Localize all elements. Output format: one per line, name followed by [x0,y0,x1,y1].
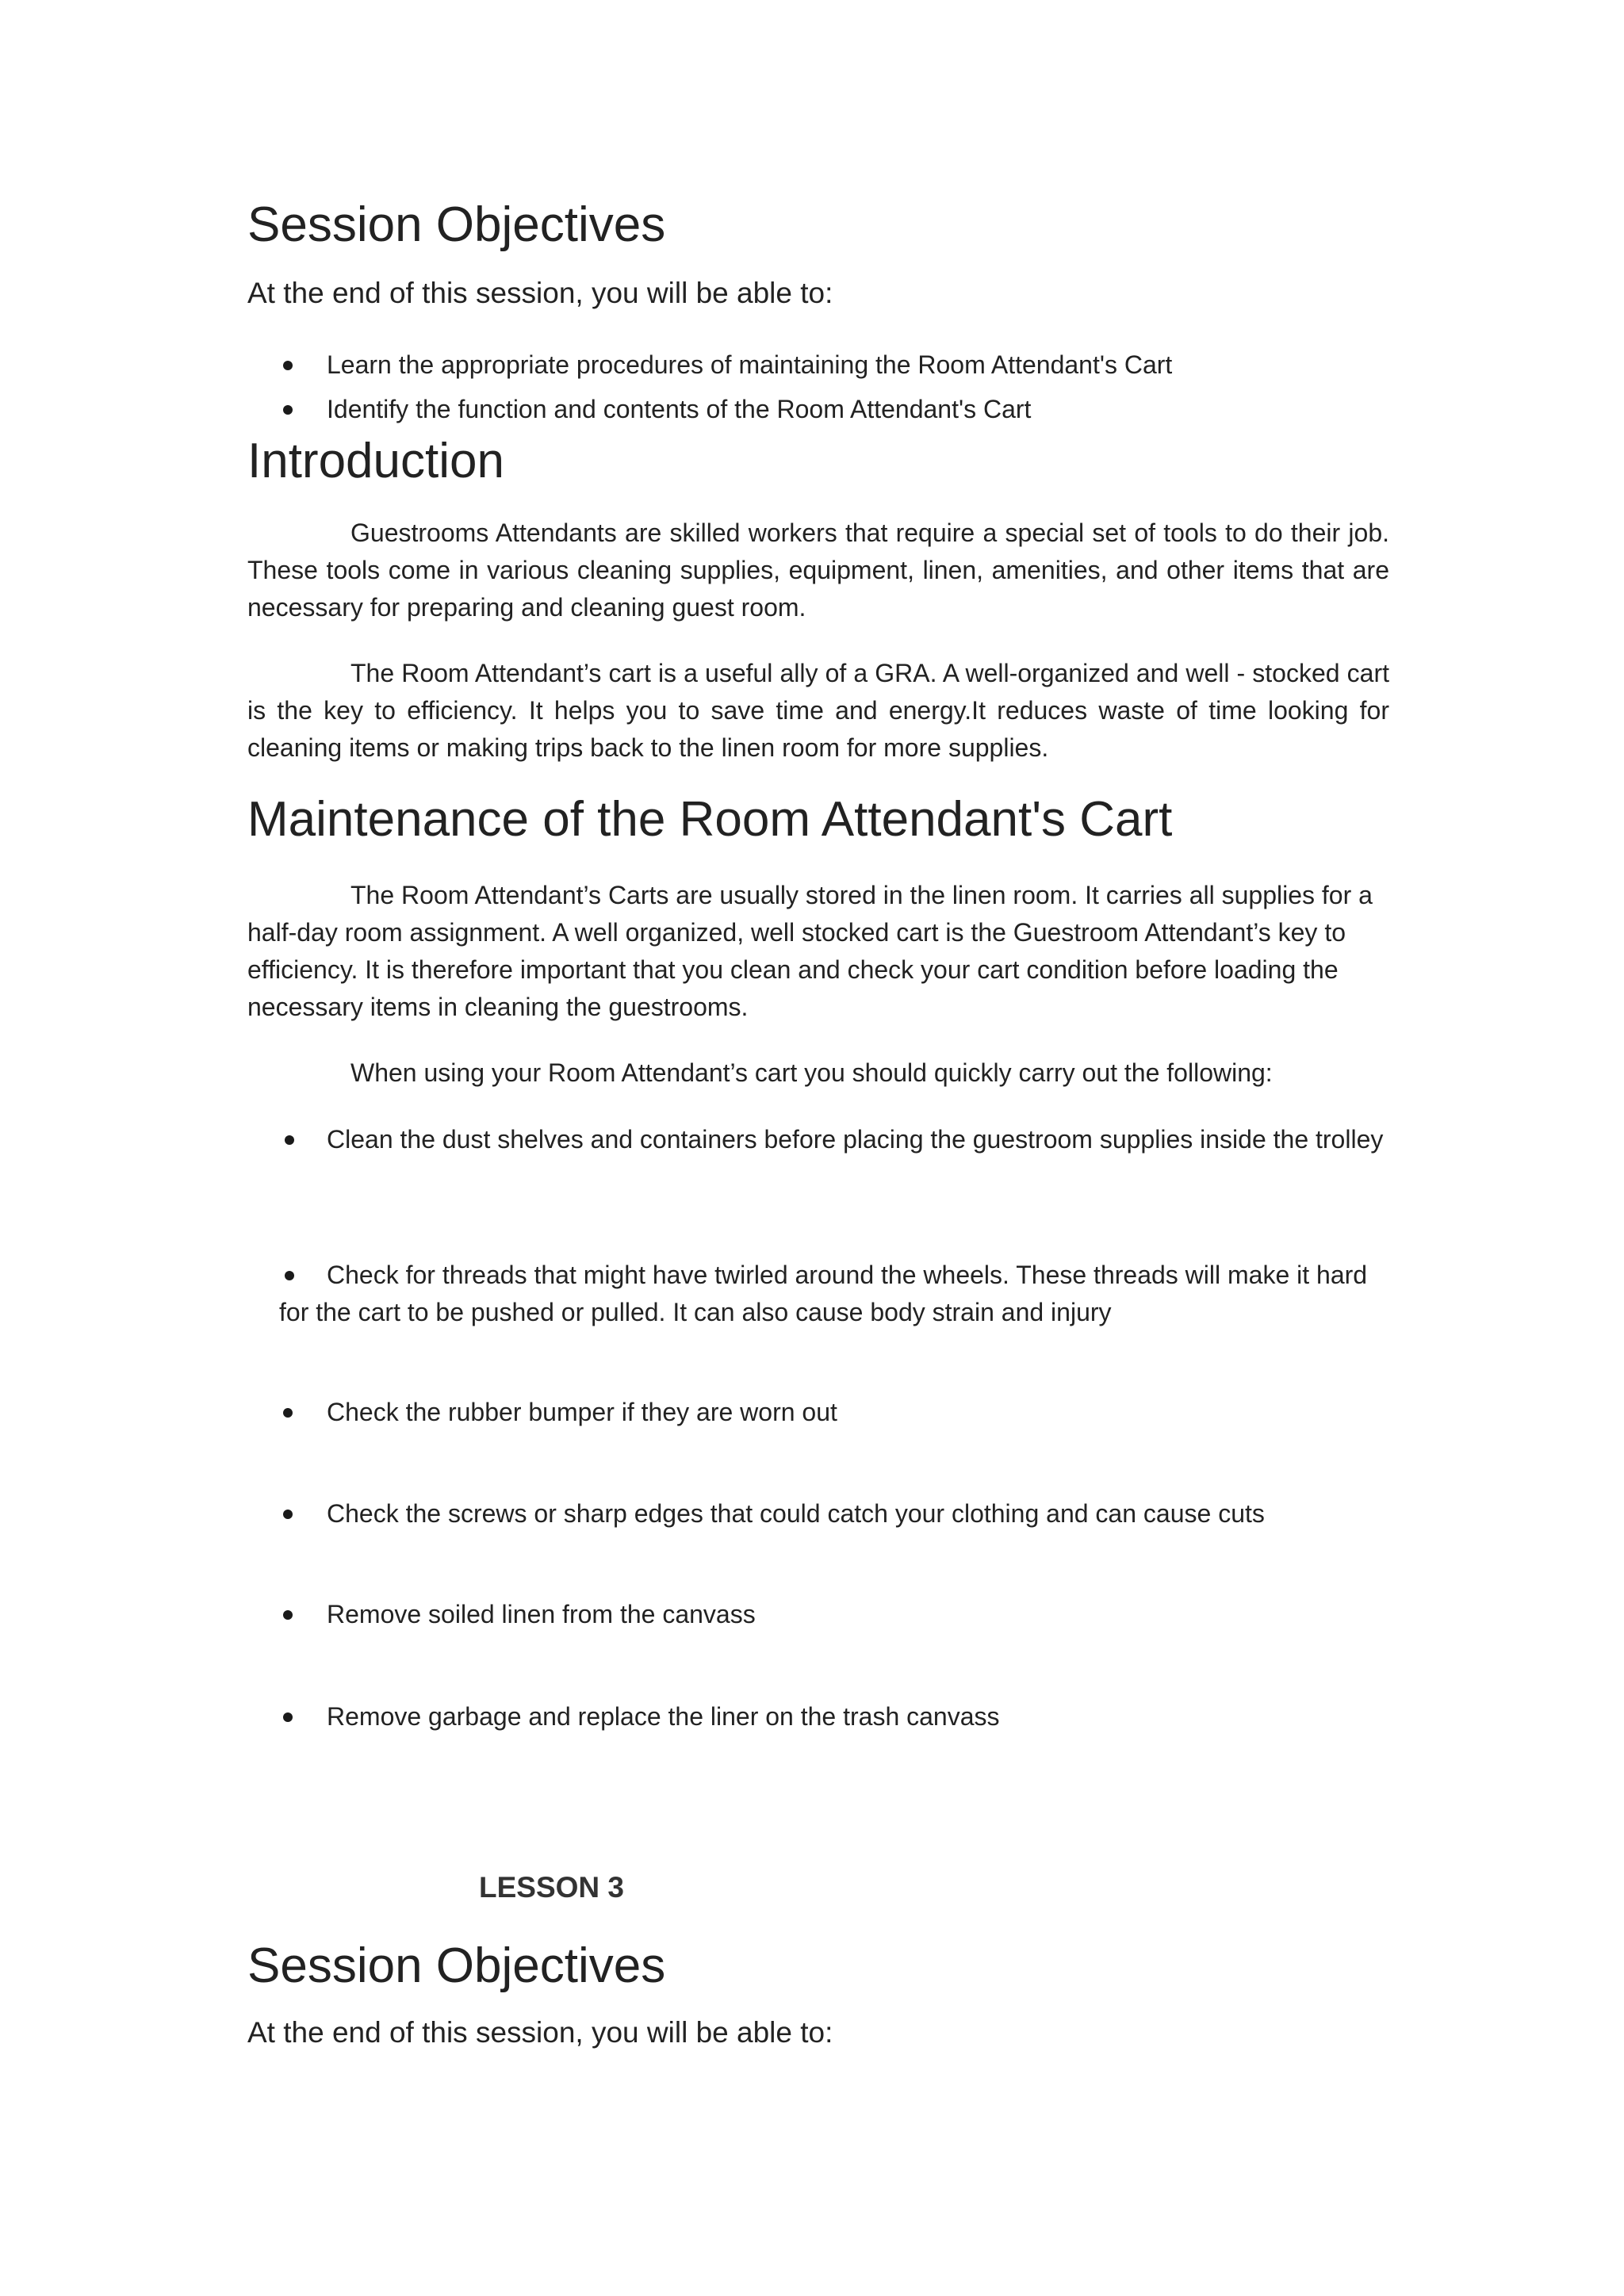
list-item [247,1495,1469,1533]
bullet-icon [283,1510,293,1519]
list-item [247,1596,1469,1633]
bullet-icon [283,1712,293,1722]
intro-paragraph-2: The Room Attendant’s cart is a useful ally of a GRA. A well-organized and well - stocked cart is the key to efficiency. It helps you to save time and energy.It reduces waste of time looking for cleaning items or making trips back to the linen room for more supplies. [247,659,1389,762]
list-item-text: Check the rubber bumper if they are worn out [327,1398,837,1426]
maintenance-paragraph-1: The Room Attendant’s Carts are usually stored in the linen room. It carries all supplies for a half-day room assignment. A well organized, well stocked cart is the Guestroom Attendant’s key to efficiency. It is therefore important that you clean and check your cart condition before loading the necessary items in cleaning the guestrooms. [247,881,1373,1021]
list-item-text: Check the screws or sharp edges that could catch your clothing and can cause cuts [327,1499,1265,1528]
bullet-icon [283,1610,293,1620]
list-item-text: Remove garbage and replace the liner on the trash canvass [327,1702,1000,1731]
introduction-title: Introduction [247,434,504,488]
list-item-text: Check for threads that might have twirled around the wheels. These threads will make it hard for the cart to be pushed or pulled. It can also cause body strain and injury [279,1261,1368,1326]
list-item [247,1698,1469,1735]
list-item-text: Clean the dust shelves and containers before placing the guestroom supplies inside the trolley [327,1125,1384,1154]
list-item [279,1257,1389,1331]
maintenance-paragraph-2: When using your Room Attendant’s cart you should quickly carry out the following: [350,1058,1273,1087]
section-objectives-lead: At the end of this session, you will be able to: [247,277,833,309]
maintenance-title: Maintenance of the Room Attendant's Cart [247,792,1173,847]
lesson3-objectives-title: Session Objectives [247,1938,666,1993]
section-objectives-title: Session Objectives [247,197,666,252]
list-item [279,1121,1389,1158]
bullet-icon [283,1408,293,1418]
lesson3-objectives-lead: At the end of this session, you will be able to: [247,2016,833,2049]
bullet-icon [283,361,293,370]
bullet-icon [283,405,293,415]
list-item-text: Remove soiled linen from the canvass [327,1600,756,1628]
bullet-icon [285,1135,294,1145]
list-item [247,346,1389,391]
list-item [247,391,1389,435]
objectives-list [247,346,1389,435]
lesson-label: LESSON 3 [479,1871,624,1904]
list-item [247,1394,1469,1431]
list-item-text: Learn the appropriate procedures of maintaining the Room Attendant's Cart [327,350,1173,379]
list-item-text: Identify the function and contents of the Room Attendant's Cart [327,395,1032,423]
intro-paragraph-1: Guestrooms Attendants are skilled workers that require a special set of tools to do their job. These tools come in various cleaning supplies, equipment, linen, amenities, and other items that are necessary for preparing and cleaning guest room. [247,519,1389,622]
bullet-icon [285,1271,294,1280]
